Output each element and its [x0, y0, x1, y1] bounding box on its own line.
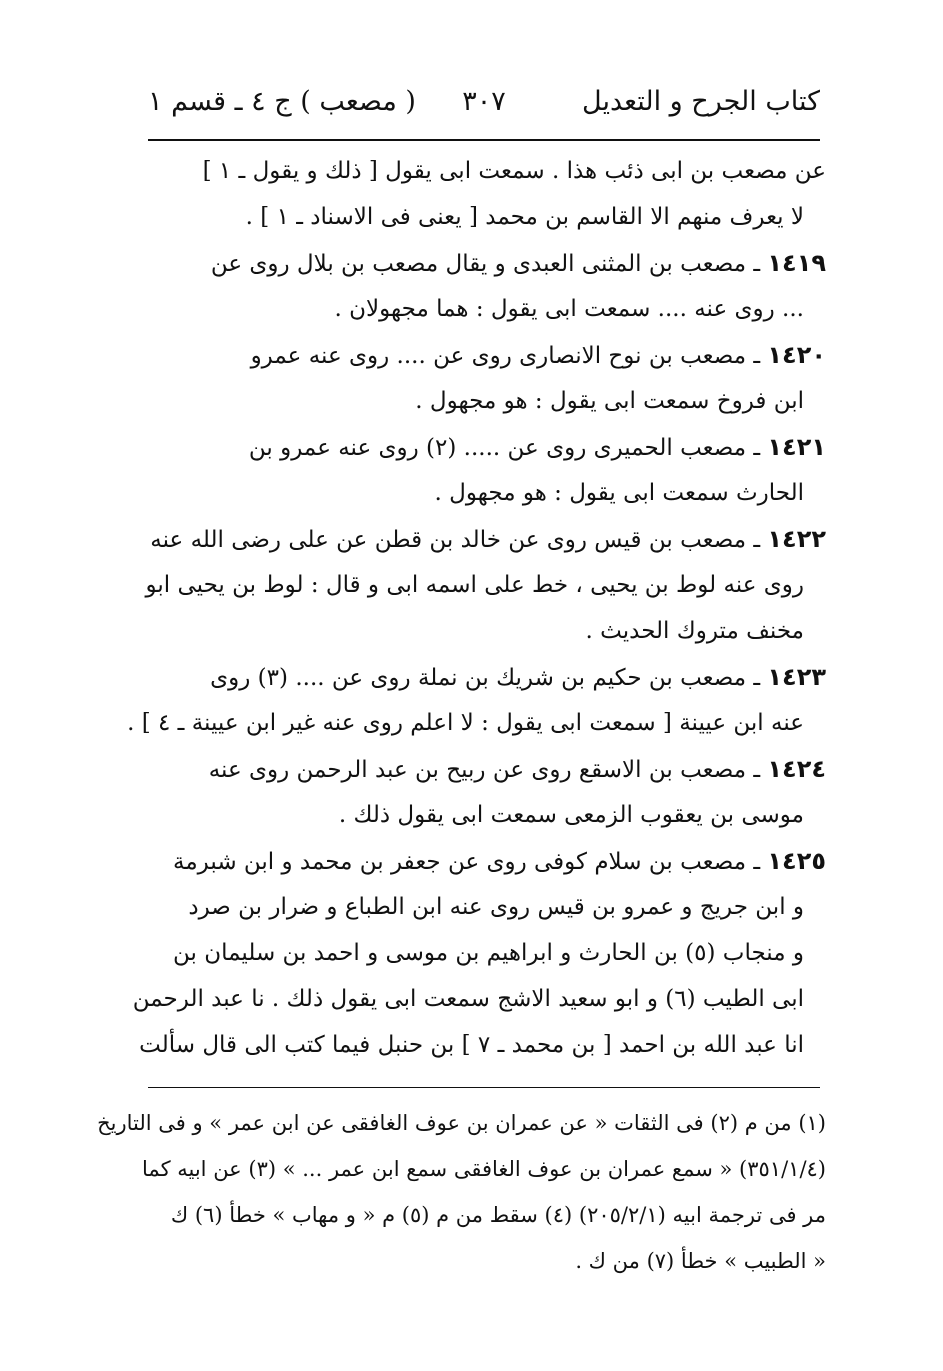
line-text: مخنف متروك الحديث .	[585, 618, 804, 644]
line-text: موسى بن يعقوب الزمعى سمعت ابى يقول ذلك .	[338, 802, 804, 828]
line-text: انا عبد الله بن احمد [ بن محمد ـ ٧ ] بن حنبل فيما كتب الى قال سألت	[139, 1032, 804, 1058]
entry-line	[160, 746, 826, 792]
entry-number: ١٤٢٠	[767, 341, 826, 369]
footnote-line: (٣٥١/١/٤) « سمع عمران بن عوف الغافقى سمع ابن عمر ... » (٣) عن ابيه كما	[142, 1157, 826, 1181]
text-line	[160, 286, 826, 332]
line-text: ابن فروخ سمعت ابى يقول : هو مجهول .	[415, 388, 804, 414]
line-text: ـ مصعب الحميرى روى عن ..... (٢) روى عنه عمرو بن	[248, 435, 768, 461]
entry-number: ١٤٢٤	[767, 755, 826, 783]
entry-line	[160, 240, 826, 286]
line-text: ... روى عنه .... سمعت ابى يقول : هما مجهولان .	[334, 296, 804, 322]
line-text: عنه ابن عيينة [ سمعت ابى يقول : لا اعلم روى عنه غير ابن عيينة ـ ٤ ] .	[127, 710, 804, 736]
entry-number: ١٤١٩	[767, 249, 826, 277]
footnote-line: (١) من م (٢) فى الثقات « عن عمران بن عوف الغافقى عن ابن عمر » و فى التاريخ	[97, 1111, 826, 1135]
line-text: ـ مصعب بن قيس روى عن خالد بن قطن عن على رضى الله عنه	[150, 527, 768, 553]
line-text: ـ مصعب بن نوح الانصارى روى عن .... روى عنه عمرو	[250, 343, 768, 369]
entry-line	[160, 654, 826, 700]
line-text: روى عنه لوط بن يحيى ، خط على اسمه ابى و قال : لوط بن يحيى ابو	[145, 572, 804, 598]
section-label: ( مصعب ) ج ٤ ـ قسم ١	[148, 86, 416, 117]
main-text	[127, 148, 826, 1068]
line-text: لا يعرف منهم الا القاسم بن محمد [ يعنى فى الاسناد ـ ١ ] .	[245, 204, 804, 230]
text-line	[145, 562, 826, 608]
line-text: عن مصعب بن ابى ذئب هذا . سمعت ابى يقول [ ذلك و يقول ـ ١ ]	[202, 158, 826, 184]
entry-line	[150, 516, 826, 562]
text-line	[160, 378, 826, 424]
entry-line	[160, 424, 826, 470]
header-rule	[148, 139, 820, 141]
text-line	[160, 470, 826, 516]
text-line	[160, 608, 826, 654]
text-line	[127, 700, 826, 746]
text-line	[132, 976, 826, 1022]
entry-line	[160, 332, 826, 378]
line-text: و ابن جريج و عمرو بن قيس روى عنه ابن الطباع و ضرار بن صرد	[188, 894, 804, 920]
entry-line	[160, 838, 826, 884]
entry-number: ١٤٢٥	[767, 847, 826, 875]
text-line	[160, 792, 826, 838]
text-line	[139, 1022, 826, 1068]
text-line	[160, 148, 826, 194]
line-text: ـ مصعب بن الاسقع روى عن ربيح بن عبد الرحمن روى عنه	[208, 757, 768, 783]
footnote-line: مر فى ترجمة ابيه (٢٠٥/٢/١) (٤) سقط من م (٥) م « و مهاب » خطأ (٦) ك	[170, 1203, 826, 1227]
line-text: ابى الطيب (٦) و ابو سعيد الاشج سمعت ابى يقول ذلك . نا عبد الرحمن	[132, 986, 804, 1012]
running-header	[148, 82, 820, 132]
line-text: ـ مصعب بن حكيم بن شريك بن نملة روى عن .... (٣) روى	[210, 665, 768, 691]
line-text: و منجاب (٥) بن الحارث و ابراهيم بن موسى و احمد بن سليمان بن	[173, 940, 804, 966]
footnotes	[97, 1100, 826, 1284]
text-line	[160, 884, 826, 930]
book-title: كتاب الجرح و التعديل	[582, 86, 820, 117]
line-text: ـ مصعب بن سلام كوفى روى عن جعفر بن محمد و ابن شبرمة	[173, 849, 768, 875]
line-text: الحارث سمعت ابى يقول : هو مجهول .	[434, 480, 804, 506]
footnote-separator	[148, 1087, 820, 1088]
footnote-line: « الطبيب » خطأ (٧) من ك .	[575, 1249, 826, 1273]
text-line	[160, 194, 826, 240]
line-text: ـ مصعب بن المثنى العبدى و يقال مصعب بن بلال روى عن	[210, 251, 768, 277]
text-line	[160, 930, 826, 976]
entry-number: ١٤٢٢	[767, 525, 826, 553]
page-number: ٣٠٧	[462, 86, 506, 117]
entry-number: ١٤٢١	[767, 433, 826, 461]
entry-number: ١٤٢٣	[767, 663, 826, 691]
